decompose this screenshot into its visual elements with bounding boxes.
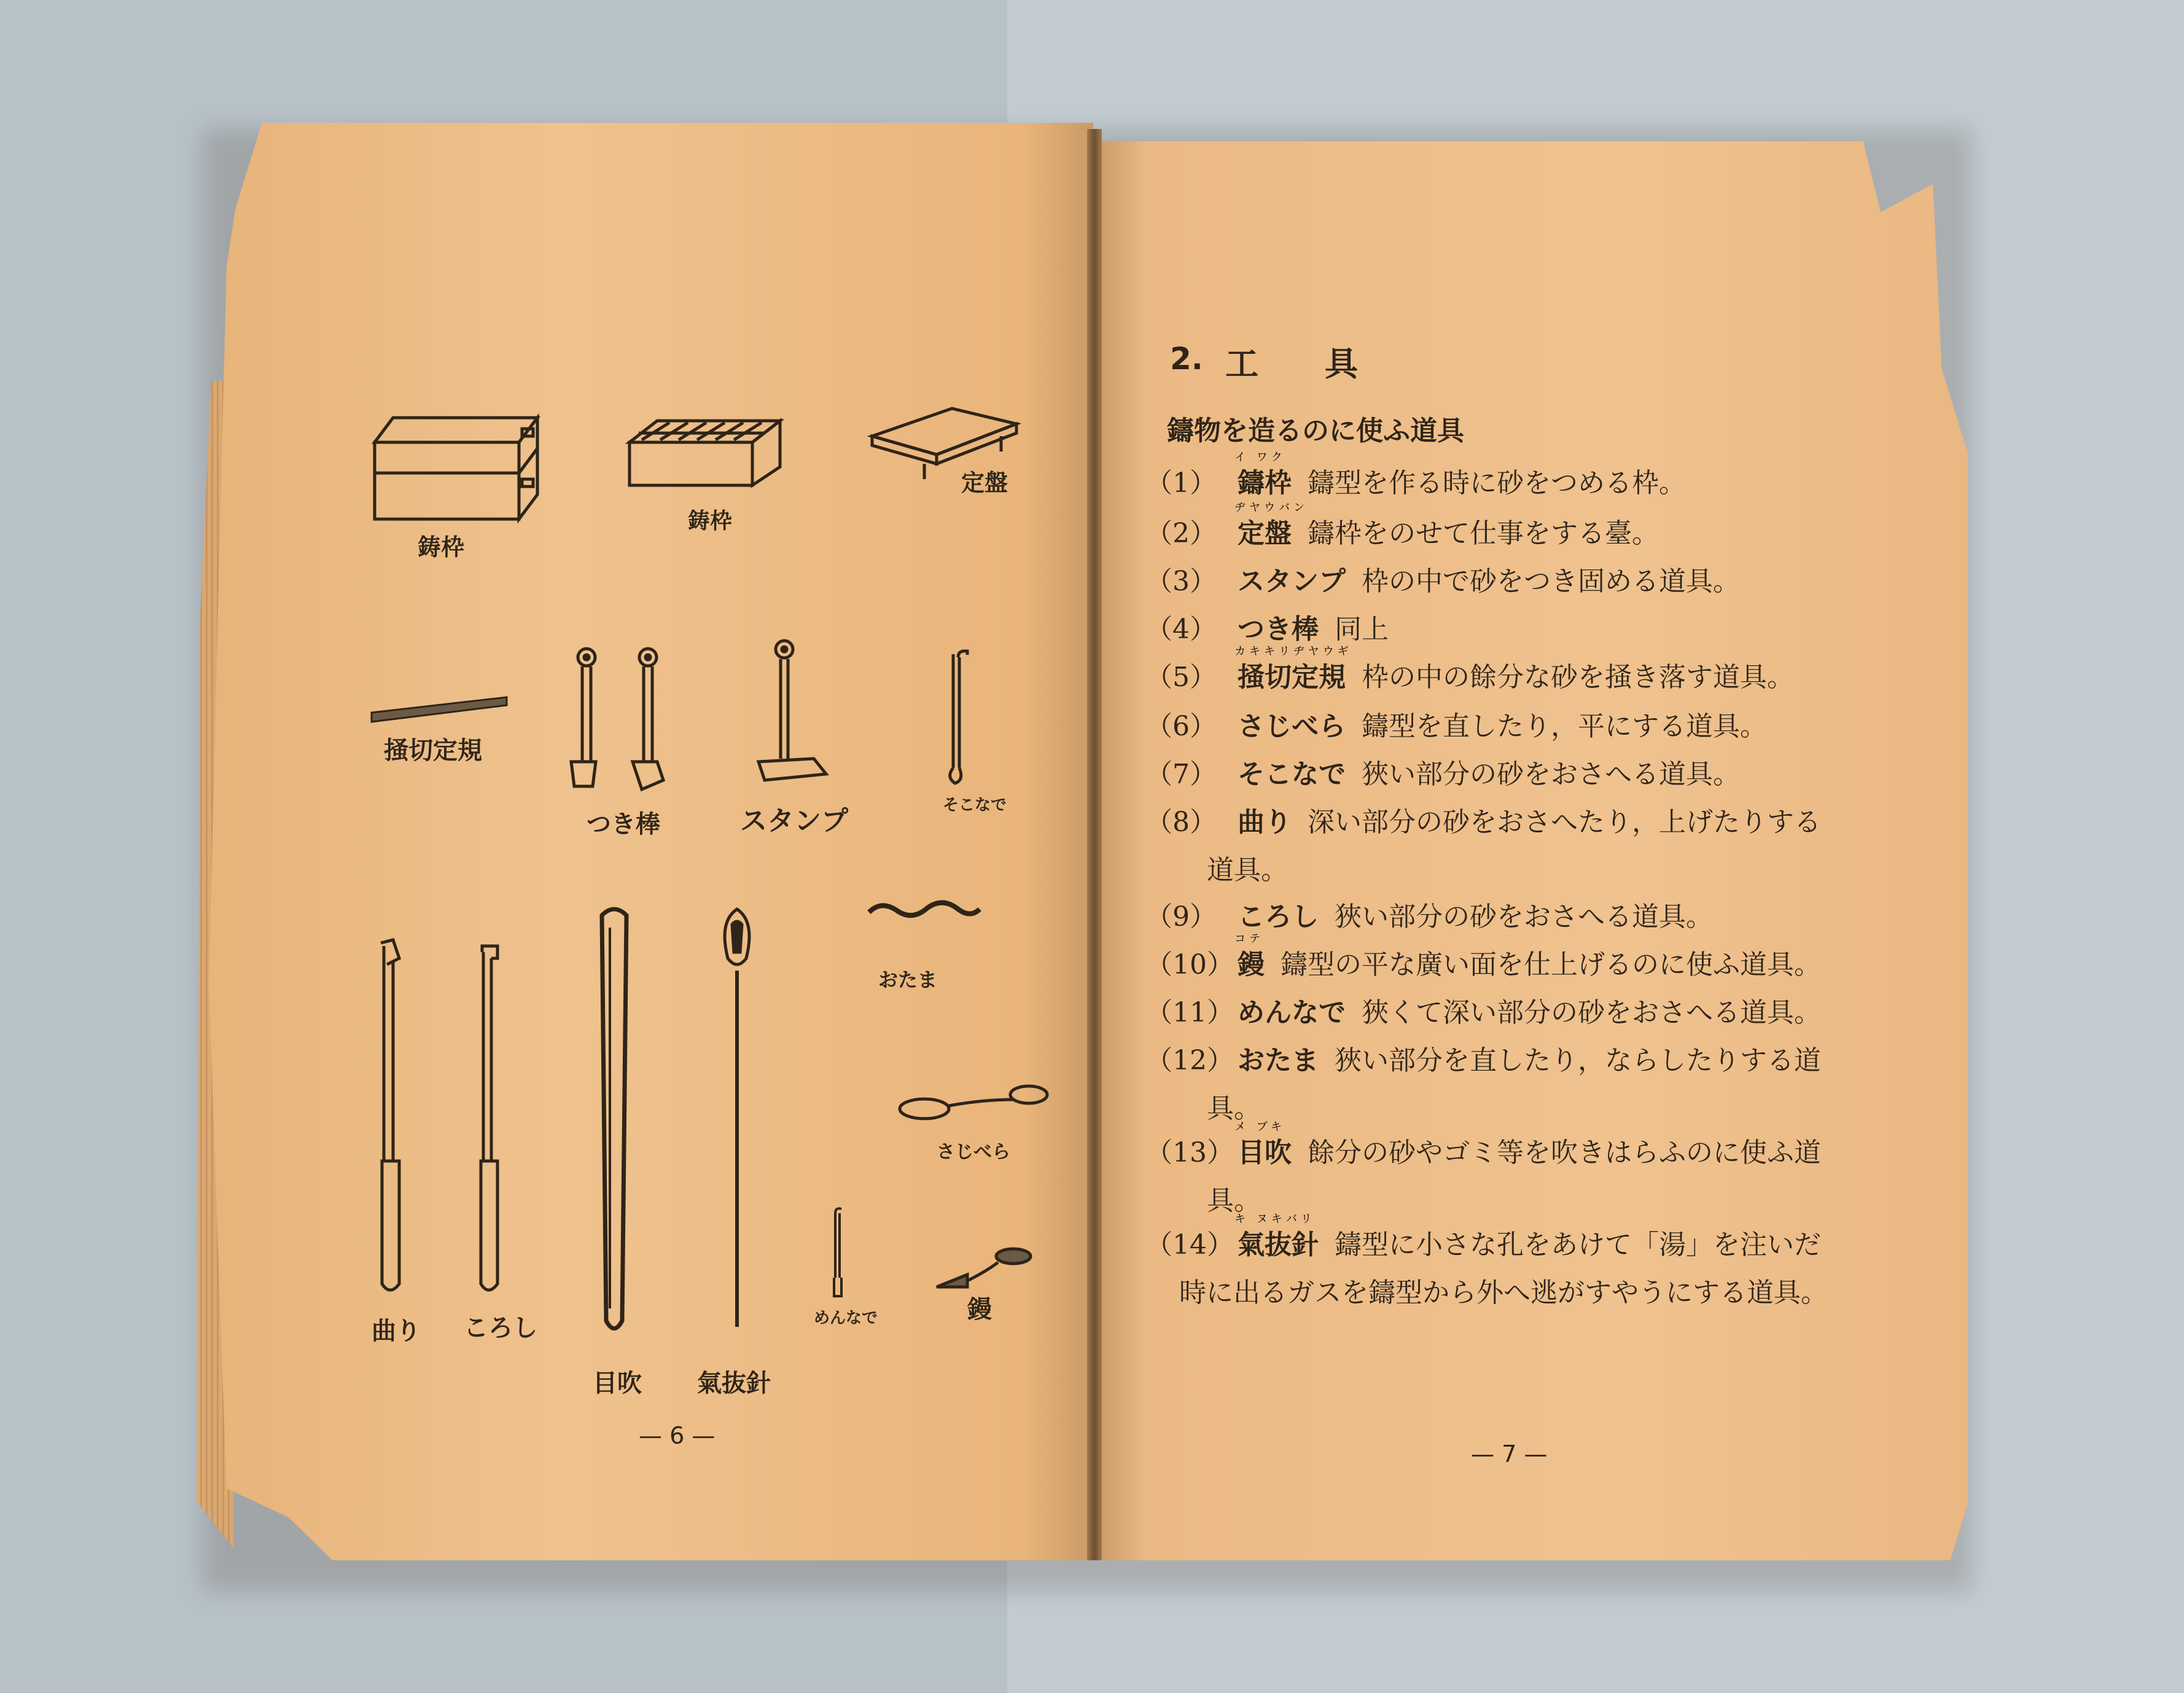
tool-item-number: （2）	[1145, 518, 1217, 549]
tool-item-description: 狹くて深い部分の砂をおさへる道具。	[1362, 997, 1821, 1028]
caption-iwaku-b: 鋳枠	[688, 509, 733, 534]
tool-item-term: 目吹	[1238, 1137, 1292, 1168]
tool-item	[1145, 559, 1740, 598]
tool-item-number: （14）	[1145, 1229, 1234, 1261]
tool-item-number: （12）	[1145, 1045, 1234, 1076]
caption-koroshi: ころし	[464, 1314, 537, 1342]
left-page	[209, 123, 1093, 1560]
tool-item	[1145, 511, 1659, 550]
caption-magari: 曲り	[372, 1317, 421, 1345]
tool-item-term: 鑄枠	[1238, 467, 1292, 499]
tool-item-term: ころし	[1238, 901, 1319, 933]
stamp-illustration	[752, 636, 832, 789]
kote-illustration	[930, 1241, 1035, 1296]
tool-item-description: 鑄型を作る時に砂をつめる枠。	[1308, 467, 1686, 499]
tool-item-description: 枠の中の餘分な砂を掻き落す道具。	[1362, 662, 1794, 693]
tool-item	[1145, 655, 1794, 694]
caption-mennade: めんなで	[814, 1309, 878, 1327]
tool-item	[1145, 607, 1389, 646]
tool-item-term: スタンプ	[1238, 566, 1346, 597]
tool-item	[1145, 942, 1821, 982]
tool-item-term: 定盤	[1238, 518, 1292, 549]
section-title: 工 具	[1225, 345, 1358, 383]
left-page-number: — 6 —	[639, 1422, 716, 1449]
tool-item-term: 掻切定規	[1238, 662, 1346, 693]
tool-item	[1145, 894, 1713, 934]
caption-stamp: スタンプ	[740, 805, 848, 837]
koroshi-illustration	[470, 940, 519, 1302]
tool-item-number: （10）	[1145, 949, 1234, 980]
caption-sajibera: さじべら	[937, 1141, 1010, 1163]
caption-kote: 鏝	[967, 1296, 992, 1324]
tool-item	[1145, 752, 1740, 791]
tool-item-description: 深い部分の砂をおさへたり，上げたりする	[1308, 807, 1821, 838]
tool-item-ruby: キ ヌキバリ	[1234, 1213, 1316, 1226]
tool-item	[1145, 461, 1686, 500]
tool-item-continuation: 具。	[1207, 1185, 1261, 1216]
tool-item-number: （11）	[1145, 997, 1234, 1028]
tool-item-description: 同上	[1335, 614, 1389, 645]
book-gutter	[1087, 129, 1102, 1560]
tool-item-term: そこなで	[1238, 759, 1346, 790]
caption-teiban: 定盤	[961, 469, 1008, 496]
tool-item-term: 氣抜針	[1238, 1229, 1319, 1261]
tool-item-ruby: ヂヤウバン	[1234, 501, 1308, 514]
tool-item-term: おたま	[1238, 1045, 1319, 1076]
tool-item-description: 狹い部分の砂をおさへる道具。	[1362, 759, 1740, 790]
section-number: 2.	[1170, 341, 1203, 377]
mennade-illustration	[826, 1204, 851, 1302]
iwaku-stacked-illustration	[369, 412, 540, 528]
kakikiri-ruler-illustration	[369, 694, 510, 725]
kinukibari-illustration	[712, 903, 762, 1333]
tool-item-description: 鑄枠をのせて仕事をする臺。	[1308, 518, 1659, 549]
section-subheading: 鑄物を造るのに使ふ道具	[1167, 415, 1464, 447]
tool-item-number: （4）	[1145, 614, 1217, 645]
tool-item-term: つき棒	[1238, 614, 1319, 645]
tool-item	[1145, 1222, 1821, 1262]
tool-item-ruby: イ ワク	[1234, 451, 1286, 464]
tool-item-description: 狹い部分の砂をおさへる道具。	[1335, 901, 1713, 933]
tool-item-term: めんなで	[1238, 997, 1346, 1028]
tool-item	[1145, 704, 1767, 743]
tool-item-description: 鑄型に小さな孔をあけて「湯」を注いだ	[1335, 1229, 1821, 1261]
caption-kinukibari: 氣抜針	[697, 1369, 771, 1398]
tool-item-continuation: 道具。	[1207, 854, 1288, 886]
caption-sokonade: そこなで	[943, 796, 1007, 815]
sajibera-illustration	[897, 1081, 1050, 1124]
tool-item-continuation: 時に出るガスを鑄型から外へ逃がすやうにする道具。	[1179, 1277, 1828, 1308]
otama-illustration	[866, 897, 983, 928]
caption-otama: おたま	[878, 968, 938, 991]
caption-iwaku-a: 鋳枠	[418, 534, 465, 561]
caption-meibuki: 目吹	[593, 1369, 642, 1398]
tool-item	[1145, 800, 1821, 839]
tool-item-number: （8）	[1145, 807, 1217, 838]
tool-item-term: 鏝	[1238, 949, 1265, 980]
tool-item-number: （5）	[1145, 662, 1217, 693]
tool-item-number: （7）	[1145, 759, 1217, 790]
tool-item-ruby: カキキリヂヤウギ	[1234, 645, 1352, 658]
iwaku-grid-illustration	[626, 418, 786, 498]
tool-item-description: 狹い部分を直したり，ならしたりする道	[1335, 1045, 1821, 1076]
tool-item	[1145, 990, 1821, 1030]
tool-item-number: （1）	[1145, 467, 1217, 499]
tool-item-ruby: メ ブキ	[1234, 1120, 1286, 1133]
tool-item	[1145, 1130, 1821, 1170]
right-page-number: — 7 —	[1471, 1441, 1548, 1468]
tool-item-description: 鑄型の平な廣い面を仕上げるのに使ふ道具。	[1281, 949, 1821, 980]
tsukibo-illustration	[565, 642, 676, 796]
tool-item-number: （9）	[1145, 901, 1217, 933]
tool-item-continuation: 具。	[1207, 1093, 1261, 1124]
caption-tsukibo: つき棒	[587, 810, 660, 839]
tool-item-number: （6）	[1145, 711, 1217, 742]
tool-item	[1145, 1038, 1821, 1077]
sokonade-illustration	[940, 645, 977, 786]
tool-item-ruby: コテ	[1234, 933, 1264, 945]
meibuki-illustration	[593, 903, 636, 1339]
tool-item-term: 曲り	[1238, 807, 1292, 838]
tool-item-description: 枠の中で砂をつき固める道具。	[1362, 566, 1740, 597]
tool-item-number: （13）	[1145, 1137, 1234, 1168]
tool-item-description: 餘分の砂やゴミ等を吹きはらふのに使ふ道	[1308, 1137, 1821, 1168]
caption-kakikiri: 掻切定規	[384, 737, 482, 765]
magari-illustration	[369, 934, 418, 1302]
tool-item-term: さじべら	[1238, 711, 1346, 742]
tool-item-number: （3）	[1145, 566, 1217, 597]
tool-item-description: 鑄型を直したり，平にする道具。	[1362, 711, 1767, 742]
